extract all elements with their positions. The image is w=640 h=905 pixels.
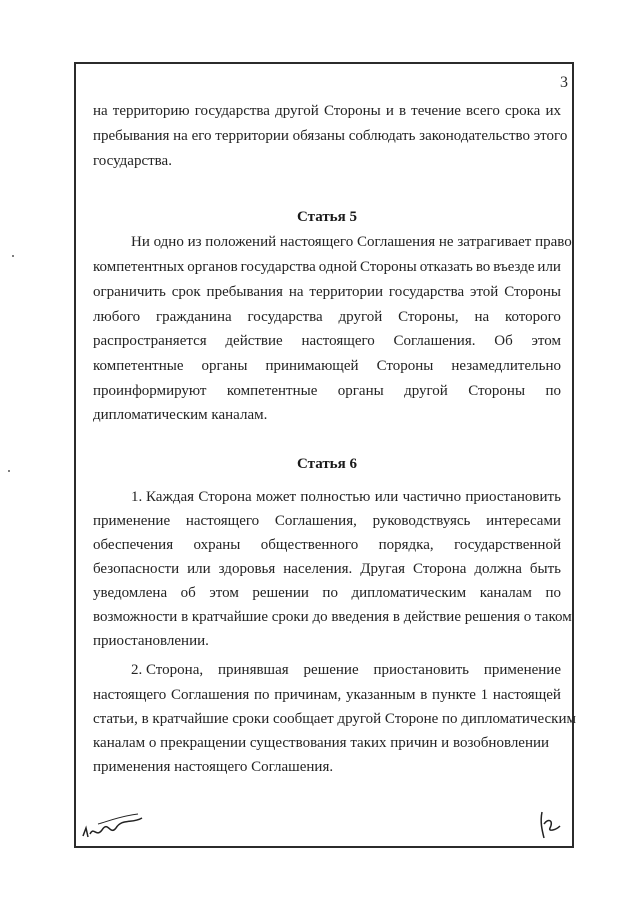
word: компетентных <box>93 259 185 275</box>
text-line <box>93 306 561 328</box>
word: государства <box>194 103 270 119</box>
word: Об <box>494 333 513 349</box>
word: решение <box>303 662 359 678</box>
word: причинам, <box>274 687 342 703</box>
word: Сторона <box>198 489 252 505</box>
word: которого <box>504 309 561 325</box>
word: распространяется <box>93 333 207 349</box>
word: Стороны <box>323 103 381 119</box>
word: приостановить <box>373 662 469 678</box>
word: настоящего <box>185 513 260 529</box>
word: их <box>545 103 561 119</box>
word: пункте <box>432 687 476 703</box>
word: или <box>537 259 561 275</box>
text-line <box>93 630 561 652</box>
word: настоящего <box>301 333 375 349</box>
word: в <box>420 687 428 703</box>
word: одной <box>318 259 358 275</box>
word: Стороны <box>468 383 526 399</box>
article-5-heading: Статья 5 <box>297 209 357 225</box>
word: государства. <box>93 153 172 169</box>
word: по <box>322 585 338 601</box>
text-line <box>131 659 561 681</box>
word: может <box>256 489 297 505</box>
word: 1 <box>480 687 489 703</box>
word: дипломатическим каналам. <box>93 407 268 423</box>
word: ограничить <box>93 284 166 300</box>
word: быть <box>529 561 561 577</box>
word: возможности в кратчайшие сроки до введения в действие решения о таком <box>93 609 572 625</box>
word: или <box>374 489 399 505</box>
text-line <box>93 732 561 754</box>
word: государства <box>388 284 465 300</box>
word: приостановить <box>465 489 561 505</box>
word: указанным <box>346 687 416 703</box>
word: настоящего <box>93 687 167 703</box>
word: приостановлении. <box>93 633 209 649</box>
word: общественного <box>260 537 359 553</box>
word: компетентные <box>226 383 318 399</box>
word: применение <box>93 513 171 529</box>
word: по <box>253 687 270 703</box>
word: во <box>475 259 491 275</box>
word: на <box>93 103 108 119</box>
word: на <box>288 284 304 300</box>
text-line <box>131 231 572 253</box>
word: незамедлительно <box>451 358 561 374</box>
word: на <box>474 309 490 325</box>
word: Соглашения. <box>393 333 476 349</box>
word: 2. Сторона, <box>131 662 204 678</box>
text-line <box>93 150 561 172</box>
word: уведомлена <box>93 585 168 601</box>
word: охраны <box>193 537 241 553</box>
text-line <box>93 330 561 352</box>
word: и <box>385 103 394 119</box>
text-line <box>93 256 561 278</box>
word: Соглашения <box>171 687 250 703</box>
word: пребывания <box>206 284 283 300</box>
word: решении <box>252 585 309 601</box>
word: государственной <box>454 537 561 553</box>
word: другой <box>404 383 448 399</box>
scan-speck <box>8 470 10 472</box>
word: полностью <box>300 489 371 505</box>
word: проинформируют <box>93 383 207 399</box>
word: применение <box>483 662 561 678</box>
word: каналам <box>479 585 532 601</box>
text-line <box>93 355 561 377</box>
word: Стороны, <box>398 309 459 325</box>
word: настоящей <box>492 687 561 703</box>
word: принимающей <box>265 358 359 374</box>
word: въезде <box>493 259 535 275</box>
word: государства <box>240 259 316 275</box>
word: интересами <box>486 513 561 529</box>
signature-right <box>536 808 566 840</box>
word: руководствуясь <box>372 513 471 529</box>
word: частично <box>402 489 462 505</box>
signature-left <box>80 808 155 848</box>
scan-speck <box>12 255 14 257</box>
page-number: 3 <box>560 74 568 91</box>
text-line <box>93 125 568 147</box>
word: компетентные <box>93 358 184 374</box>
word: действие <box>225 333 283 349</box>
text-line <box>93 756 561 778</box>
word: должна <box>474 561 522 577</box>
word: другой <box>338 309 383 325</box>
word: по <box>545 383 561 399</box>
word: пребывания на его территории обязаны соблюдать законодательство этого <box>93 128 568 144</box>
word: органы <box>337 383 384 399</box>
word: по <box>545 585 561 601</box>
word: этом <box>531 333 561 349</box>
text-line <box>93 380 561 402</box>
text-line <box>131 486 561 508</box>
word: обеспечения <box>93 537 174 553</box>
text-line <box>93 708 576 730</box>
word: об <box>180 585 196 601</box>
text-line <box>93 100 561 122</box>
word: срок <box>171 284 201 300</box>
word: гражданина <box>155 309 232 325</box>
word: Стороны <box>359 259 417 275</box>
text-line <box>93 606 572 628</box>
text-line <box>93 510 561 532</box>
word: безопасности <box>93 561 180 577</box>
word: отказать <box>419 259 473 275</box>
word: любого <box>93 309 141 325</box>
word: другой <box>275 103 319 119</box>
word: дипломатическим <box>351 585 467 601</box>
word: Стороны <box>504 284 561 300</box>
article-6-heading: Статья 6 <box>297 456 357 472</box>
word: 1. Каждая <box>131 489 195 505</box>
word: срока <box>504 103 541 119</box>
word: этом <box>209 585 239 601</box>
word: Ни одно из положений настоящего Соглашения не затрагивает право <box>131 234 572 250</box>
word: территории <box>309 284 384 300</box>
word: Стороны <box>376 358 434 374</box>
word: органы <box>201 358 248 374</box>
word: Другая <box>360 561 406 577</box>
word: этой <box>470 284 499 300</box>
word: здоровья <box>218 561 276 577</box>
word: каналам о прекращении существования таких причин и возобновлении <box>93 735 550 751</box>
word: статьи, в кратчайшие сроки сообщает другой Стороне по дипломатическим <box>93 711 576 727</box>
word: применения настоящего Соглашения. <box>93 759 334 775</box>
text-line <box>93 582 561 604</box>
text-line <box>93 558 561 580</box>
word: течение <box>411 103 461 119</box>
word: порядка, <box>378 537 434 553</box>
word: Сторона <box>413 561 467 577</box>
text-line <box>93 534 561 556</box>
word: всего <box>466 103 500 119</box>
text-line <box>93 404 561 426</box>
word: населения. <box>283 561 353 577</box>
word: или <box>187 561 211 577</box>
word: органов <box>187 259 238 275</box>
word: Соглашения, <box>274 513 357 529</box>
text-line <box>93 281 561 303</box>
text-line <box>93 684 561 706</box>
word: государства <box>247 309 323 325</box>
word: территорию <box>112 103 190 119</box>
word: в <box>398 103 407 119</box>
word: принявшая <box>217 662 289 678</box>
